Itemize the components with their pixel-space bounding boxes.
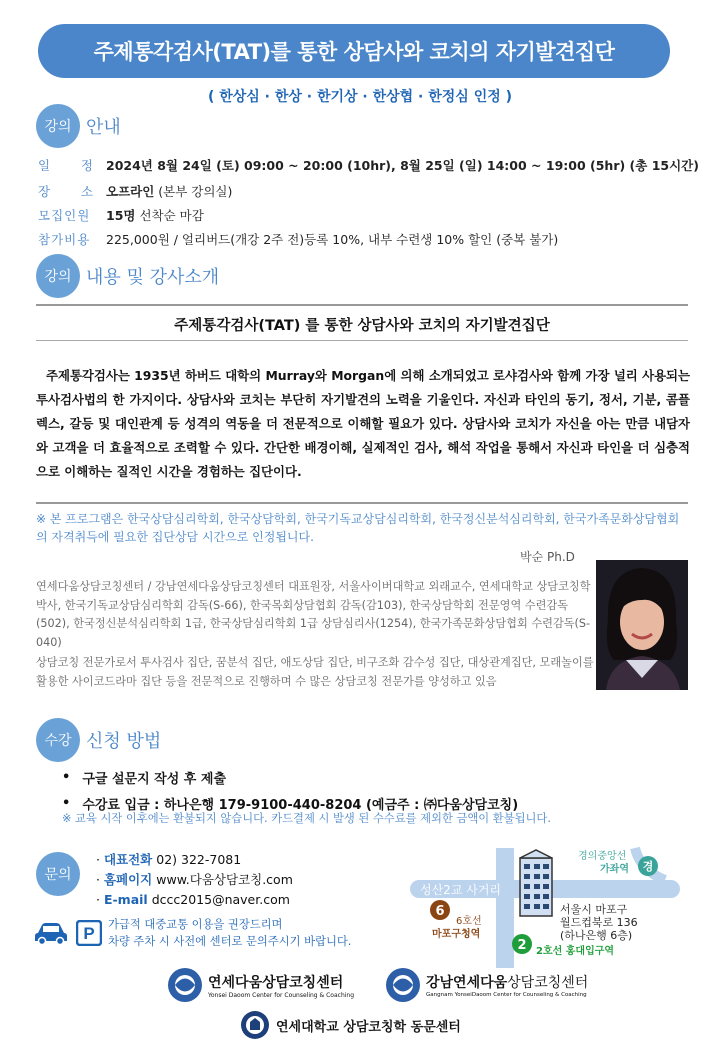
info-key: 모집인원 — [38, 208, 91, 223]
gyeongui-name: 경의중앙선 — [578, 851, 627, 862]
accreditation-subtitle: ( 한상심 · 한상 · 한기상 · 한상협 · 한정심 인정 ) — [207, 89, 513, 105]
info-key: 참가비용 — [38, 232, 91, 247]
section-title: 신청 방법 — [86, 731, 162, 752]
list-item: • 구글 설문지 작성 후 제출 — [62, 764, 518, 790]
section-circle: 수강 — [36, 718, 80, 762]
section-circle: 문의 — [36, 852, 80, 896]
crossroad-label: 성산2교 사거리 — [420, 883, 502, 897]
footer-logos — [166, 966, 626, 1006]
section-circle: 강의 — [36, 254, 80, 298]
refund-note: ※ 교육 시작 이후에는 환불되지 않습니다. 카드결제 시 발생 된 수수료를 제외한 금액이 환불됩니다. — [62, 812, 551, 825]
divider — [36, 502, 688, 504]
svg-text:P: P — [83, 924, 95, 943]
address-line3: (하나은행 6층) — [560, 929, 633, 942]
address-line2: 월드컵북로 136 — [560, 916, 638, 929]
line2-station: 2호선 홍대입구역 — [536, 946, 615, 957]
info-row-capacity — [38, 206, 204, 224]
address-line1: 서울시 마포구 — [560, 903, 628, 916]
line6-name: 6호선 — [456, 916, 482, 927]
yonsei-emblem-icon — [240, 1010, 270, 1040]
info-row-fee — [38, 230, 558, 248]
logo-yonsei-daoom: 연세다움상담코칭센터 Yonsei Daoom Center for Counseling & Coaching — [166, 966, 354, 1004]
car-icon — [34, 921, 68, 949]
info-value: 오프라인 (본부 강의실) — [106, 184, 233, 199]
section-circle: 강의 — [36, 104, 80, 148]
course-title: 주제통각검사(TAT) 를 통한 상담사와 코치의 자기발견집단 — [174, 318, 550, 334]
instructor-bio: 연세다움상담코칭센터 / 강남연세다움상담코칭센터 대표원장, 서울사이버대학교 외래교수, 연세대학교 상담코칭학 박사, 한국기독교상담심리학회 감독(S-66), 한국목회상담협회 감독(감103), 한국상담학회 전문영역 수련감독(502), 한국정신분석심리학회 1급, 한국상담심리학회 1급 상담심리사(1254), 한국가족문화상담협회 수련감독(S-040) — [36, 580, 591, 649]
info-key: 일 정 — [38, 158, 94, 173]
apply-steps — [62, 764, 518, 816]
logo-gangnam-daoom: 강남연세다움상담코칭센터 Gangnam YonseiDaoom Center for Counseling & Coaching — [384, 966, 588, 1004]
section-title: 안내 — [86, 117, 121, 138]
section-header-content — [36, 254, 219, 298]
transport-icons — [34, 920, 102, 950]
course-description: 주제통각검사는 1935년 하버드 대학의 Murray와 Morgan에 의해 소개되었고 로샤검사와 함께 가장 널리 사용되는 투사검사법의 한 가지이다. 상담사와 코치는 부단히 자기발견의 노력을 기울인다. 자신과 타인의 동기, 정서, 기분, 콤플렉스, 갈등 및 대인관계 등 성격의 역동을 더 전문적으로 이해할 필요가 있다. 상담사와 코치가 자신을 아는 만큼 내담자와 고객을 더 효율적으로 조력할 수 있다. 간단한 배경이해, 실제적인 검사, 해석 작업을 통해서 자신과 타인을 더 심층적으로 이해하는 질적인 시간을 경험하는 집단이다. — [36, 368, 690, 479]
location-map — [410, 840, 680, 970]
accreditation-note: ※ 본 프로그램은 한국상담심리학회, 한국상담학회, 한국기독교상담심리학회, 한국정신분석심리학회, 한국가족문화상담협회의 자격취득에 필요한 집단상담 시간으로 인정됩니다. — [36, 512, 680, 544]
info-row-place — [38, 182, 232, 200]
gyeongui-station: 가좌역 — [600, 864, 629, 875]
list-item: • 수강료 입금 : 하나은행 179-9100-440-8204 (예금주 : ㈜다움상담코칭) — [62, 790, 518, 816]
line6-number: 6 — [435, 904, 445, 919]
line6-station: 마포구청역 — [432, 929, 481, 940]
contact-phone: · 대표전화 02) 322-7081 — [96, 852, 242, 867]
contact-web: · 홈페이지 www.다움상담코칭.com — [96, 872, 293, 887]
info-row-schedule — [38, 156, 699, 174]
instructor-photo — [596, 560, 688, 690]
line2-number: 2 — [517, 938, 527, 953]
divider — [36, 340, 688, 341]
alumni-center: 연세대학교 상담코칭학 동문센터 — [240, 1010, 461, 1040]
section-title: 내용 및 강사소개 — [86, 267, 220, 288]
building-icon — [520, 850, 552, 916]
parking-icon — [76, 920, 102, 950]
info-value: 225,000원 / 얼리버드(개강 2주 전)등록 10%, 내부 수련생 10% 할인 (중복 불가) — [106, 232, 559, 247]
page-title: 주제통각검사(TAT)를 통한 상담사와 코치의 자기발견집단 — [38, 24, 670, 78]
contact-email: · E-mail dccc2015@naver.com — [96, 892, 290, 907]
gangnam-logo-icon — [384, 966, 422, 1004]
instructor-name: 박순 Ph.D — [520, 550, 575, 564]
section-header-contact — [36, 852, 80, 896]
info-value: 15명 선착순 마감 — [106, 208, 204, 223]
contact-list — [96, 850, 293, 910]
divider — [36, 304, 688, 306]
transport-note: 가급적 대중교통 이용을 권장드리며 차량 주차 시 사전에 센터로 문의주시기 바랍니다. — [108, 918, 352, 948]
instructor-bio-activities: 상담코칭 전문가로서 투사검사 집단, 꿈분석 집단, 애도상담 집단, 비구조화 감수성 집단, 대상관계집단, 모래놀이를 활용한 사이코드라마 집단 등을 전문적으로 진행하며 수 많은 상담코칭 전문가를 양성하고 있음 — [36, 656, 594, 688]
daoom-logo-icon — [166, 966, 204, 1004]
gyeongui-mark: 경 — [642, 860, 654, 873]
section-header-apply — [36, 718, 161, 762]
info-value: 2024년 8월 24일 (토) 09:00 ~ 20:00 (10hr), 8월 25일 (일) 14:00 ~ 19:00 (5hr) (총 15시간) — [106, 158, 699, 173]
info-key: 장 소 — [38, 184, 94, 199]
section-header-guide — [36, 104, 121, 148]
